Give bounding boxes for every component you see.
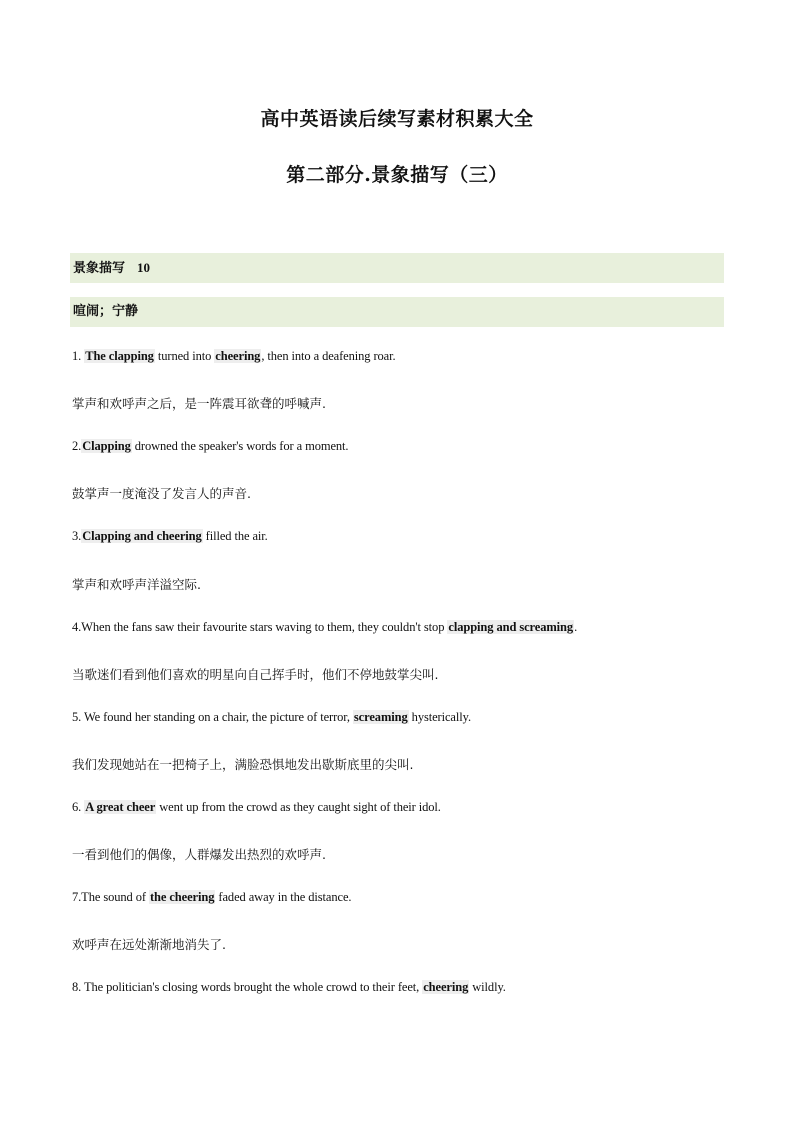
entry-en bbox=[72, 890, 732, 905]
highlighted-phrase: cheering bbox=[215, 349, 261, 363]
entry-zh: 当歌迷们看到他们喜欢的明星向自己挥手时，他们不停地鼓掌尖叫. bbox=[72, 666, 439, 682]
text-segment: 7.The sound of bbox=[72, 890, 149, 905]
entry-en bbox=[72, 710, 732, 725]
entry-en bbox=[72, 620, 732, 635]
entry-zh: 欢呼声在远处渐渐地消失了. bbox=[72, 937, 226, 953]
entry-en bbox=[72, 980, 732, 995]
entry-zh: 一看到他们的偶像，人群爆发出热烈的欢呼声. bbox=[72, 847, 326, 863]
highlighted-phrase: screaming bbox=[353, 709, 408, 724]
section-header bbox=[70, 253, 724, 283]
text-segment: . bbox=[574, 619, 578, 634]
text-segment: filled the air. bbox=[202, 529, 268, 544]
text-segment: 8. The politician's closing words brought the whole crowd to their feet, bbox=[72, 980, 423, 995]
text-segment: turned into bbox=[154, 349, 215, 363]
highlighted-phrase: A great cheer bbox=[85, 800, 156, 814]
section-label: 景象描写 bbox=[73, 261, 126, 276]
entry-en bbox=[72, 349, 732, 364]
text-segment: 6. bbox=[72, 800, 85, 814]
document-subtitle: 第二部分.景象描写（三） bbox=[286, 164, 508, 186]
entry-en bbox=[72, 439, 732, 454]
highlighted-phrase: Clapping and cheering bbox=[82, 529, 202, 544]
highlighted-phrase: Clapping bbox=[82, 439, 131, 454]
highlighted-phrase: clapping and screaming bbox=[448, 619, 574, 634]
text-segment: faded away in the distance. bbox=[215, 890, 352, 905]
entry-zh: 掌声和欢呼声之后，是一阵震耳欲聋的呼喊声. bbox=[72, 396, 326, 412]
text-segment: , then into a deafening roar. bbox=[261, 349, 396, 363]
entry-zh: 鼓掌声一度淹没了发言人的声音. bbox=[72, 486, 251, 502]
document-title: 高中英语读后续写素材积累大全 bbox=[260, 108, 534, 130]
highlighted-phrase: the cheering bbox=[149, 890, 215, 905]
text-segment: went up from the crowd as they caught sight of their idol. bbox=[156, 800, 441, 814]
section-number: 10 bbox=[137, 260, 151, 275]
text-segment: 2. bbox=[72, 439, 82, 454]
text-segment: 3. bbox=[72, 529, 82, 544]
text-segment: drowned the speaker's words for a moment. bbox=[131, 439, 349, 454]
entry-zh: 我们发现她站在一把椅子上，满脸恐惧地发出歇斯底里的尖叫. bbox=[72, 756, 414, 772]
entry-en bbox=[72, 800, 732, 815]
entry-en bbox=[72, 529, 732, 544]
text-segment: 4.When the fans saw their favourite stars waving to them, they couldn't stop bbox=[72, 619, 448, 634]
highlighted-phrase: cheering bbox=[423, 980, 469, 995]
entry-zh: 掌声和欢呼声洋溢空际. bbox=[72, 576, 201, 592]
text-segment: hysterically. bbox=[408, 709, 471, 724]
text-segment: 5. We found her standing on a chair, the picture of terror, bbox=[72, 709, 353, 724]
text-segment: wildly. bbox=[469, 980, 506, 995]
highlighted-phrase: The clapping bbox=[85, 349, 154, 363]
text-segment: 1. bbox=[72, 349, 85, 363]
section-topic: 喧闹；宁静 bbox=[70, 297, 724, 327]
